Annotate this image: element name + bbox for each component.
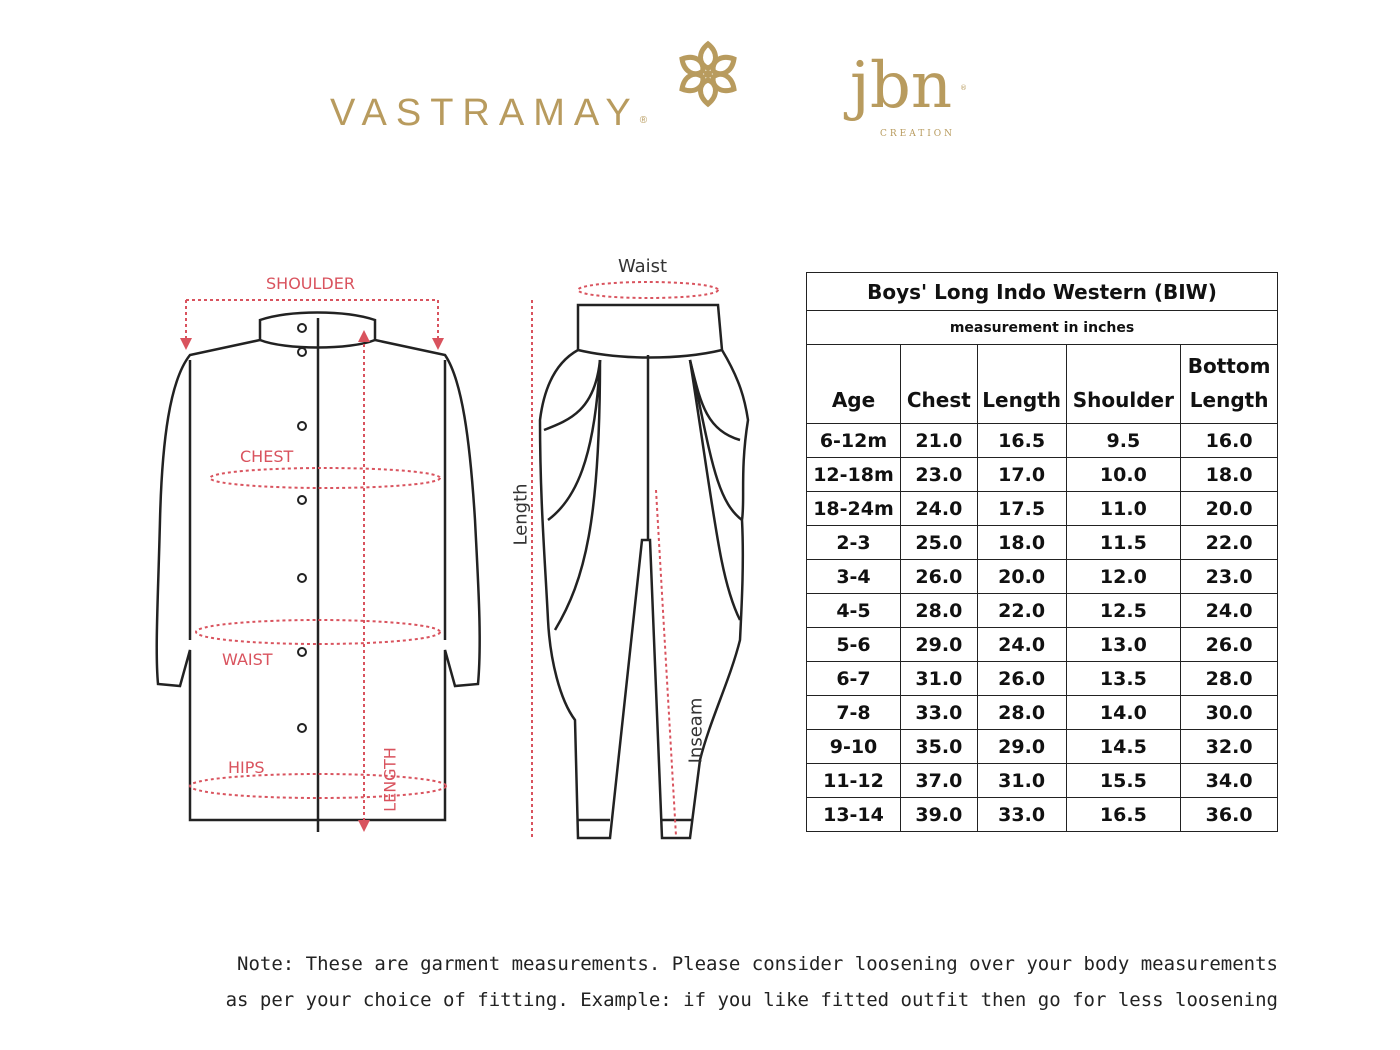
table-cell: 39.0 [900, 798, 977, 832]
table-cell: 24.0 [977, 628, 1066, 662]
table-row [807, 424, 1278, 458]
table-cell: 30.0 [1181, 696, 1278, 730]
table-subtitle: measurement in inches [807, 311, 1278, 345]
table-cell: 15.5 [1066, 764, 1181, 798]
table-row [807, 628, 1278, 662]
table-cell: 5-6 [807, 628, 901, 662]
table-cell: 35.0 [900, 730, 977, 764]
table-row [807, 492, 1278, 526]
vastramay-logo-text: VASTRAMAY® [330, 92, 648, 134]
table-cell: 6-7 [807, 662, 901, 696]
table-cell: 32.0 [1181, 730, 1278, 764]
table-cell: 17.5 [977, 492, 1066, 526]
header-bottom-length: Bottom Length [1181, 345, 1278, 424]
pant-waist-label: Waist [618, 256, 668, 277]
table-row [807, 526, 1278, 560]
table-cell: 24.0 [900, 492, 977, 526]
table-cell: 13.0 [1066, 628, 1181, 662]
kurta-illustration [157, 313, 480, 833]
table-cell: 33.0 [977, 798, 1066, 832]
header-age: Age [807, 345, 901, 424]
table-cell: 20.0 [1181, 492, 1278, 526]
table-cell: 31.0 [977, 764, 1066, 798]
table-cell: 18.0 [1181, 458, 1278, 492]
table-row [807, 696, 1278, 730]
table-row [807, 560, 1278, 594]
table-cell: 9-10 [807, 730, 901, 764]
garment-diagram [130, 250, 770, 860]
table-title: Boys' Long Indo Western (BIW) [807, 273, 1278, 311]
table-cell: 16.0 [1181, 424, 1278, 458]
kurta-measure-lines [186, 300, 446, 830]
table-cell: 28.0 [977, 696, 1066, 730]
vastramay-registered-mark: ® [639, 115, 648, 126]
jbn-registered-mark: ® [960, 84, 967, 92]
table-cell: 29.0 [977, 730, 1066, 764]
table-cell: 3-4 [807, 560, 901, 594]
table-cell: 13.5 [1066, 662, 1181, 696]
jbn-creation-text: CREATION [880, 129, 956, 139]
table-cell: 31.0 [900, 662, 977, 696]
length-label: LENGTH [380, 747, 400, 812]
table-cell: 2-3 [807, 526, 901, 560]
table-row [807, 798, 1278, 832]
hips-label: HIPS [228, 758, 265, 777]
kurta-buttons [298, 324, 306, 732]
table-cell: 26.0 [977, 662, 1066, 696]
table-cell: 17.0 [977, 458, 1066, 492]
table-cell: 12.0 [1066, 560, 1181, 594]
table-cell: 9.5 [1066, 424, 1181, 458]
table-row [807, 458, 1278, 492]
table-cell: 14.5 [1066, 730, 1181, 764]
table-cell: 23.0 [1181, 560, 1278, 594]
chest-label: CHEST [240, 447, 294, 466]
table-row [807, 594, 1278, 628]
header-shoulder: Shoulder [1066, 345, 1181, 424]
table-cell: 22.0 [1181, 526, 1278, 560]
jbn-logo-text: jbn [850, 49, 953, 123]
table-cell: 28.0 [900, 594, 977, 628]
table-row [807, 662, 1278, 696]
table-cell: 23.0 [900, 458, 977, 492]
shoulder-label: SHOULDER [266, 274, 355, 293]
table-cell: 6-12m [807, 424, 901, 458]
table-cell: 16.5 [977, 424, 1066, 458]
table-cell: 28.0 [1181, 662, 1278, 696]
table-cell: 16.5 [1066, 798, 1181, 832]
waist-label: WAIST [222, 650, 273, 669]
table-row [807, 730, 1278, 764]
vastramay-flower-icon [672, 38, 744, 110]
table-cell: 26.0 [900, 560, 977, 594]
table-cell: 26.0 [1181, 628, 1278, 662]
table-cell: 11.0 [1066, 492, 1181, 526]
table-cell: 13-14 [807, 798, 901, 832]
table-cell: 11-12 [807, 764, 901, 798]
table-cell: 24.0 [1181, 594, 1278, 628]
table-cell: 36.0 [1181, 798, 1278, 832]
table-cell: 22.0 [977, 594, 1066, 628]
table-cell: 25.0 [900, 526, 977, 560]
table-row [807, 764, 1278, 798]
header-length: Length [977, 345, 1066, 424]
table-cell: 4-5 [807, 594, 901, 628]
table-cell: 11.5 [1066, 526, 1181, 560]
table-cell: 12-18m [807, 458, 901, 492]
table-cell: 20.0 [977, 560, 1066, 594]
table-cell: 10.0 [1066, 458, 1181, 492]
table-cell: 7-8 [807, 696, 901, 730]
table-cell: 18.0 [977, 526, 1066, 560]
table-cell: 34.0 [1181, 764, 1278, 798]
table-cell: 14.0 [1066, 696, 1181, 730]
table-cell: 29.0 [900, 628, 977, 662]
pants-illustration [540, 305, 748, 838]
table-cell: 18-24m [807, 492, 901, 526]
header-chest: Chest [900, 345, 977, 424]
table-cell: 37.0 [900, 764, 977, 798]
note-line-2: as per your choice of fitting. Example: if you like fitted outfit then go for less loosening [225, 989, 1278, 1011]
table-cell: 21.0 [900, 424, 977, 458]
note-line-1: Note: These are garment measurements. Please consider loosening over your body measurements [237, 953, 1278, 975]
pant-length-label: Length [510, 483, 532, 546]
table-cell: 12.5 [1066, 594, 1181, 628]
size-chart-table [806, 272, 1278, 832]
inseam-label: Inseam [685, 697, 707, 764]
table-cell: 33.0 [900, 696, 977, 730]
